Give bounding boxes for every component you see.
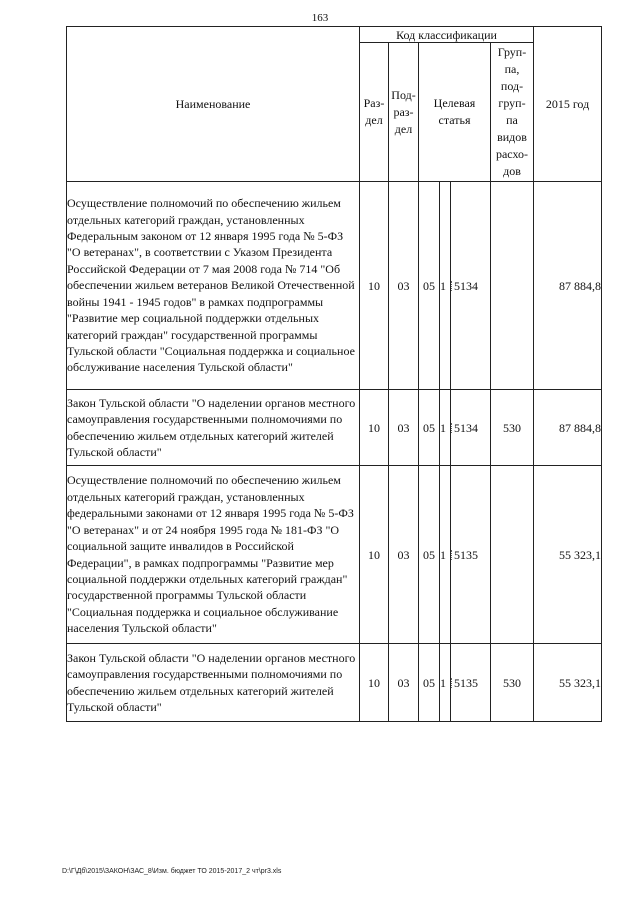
header-razdel: Раз- дел xyxy=(360,43,389,182)
budget-table xyxy=(66,26,602,722)
header-podrazdel: Под- раз- дел xyxy=(389,43,419,182)
row-expense-group: 530 xyxy=(491,644,534,722)
row-target-program: 05 xyxy=(419,466,440,644)
row-expense-group xyxy=(491,466,534,644)
separator-mark xyxy=(451,550,453,560)
row-name: Закон Тульской области "О наделении органов местного самоуправления государственными полномочиями по обеспечению жильем отдельных категорий жителей Тульской области" xyxy=(67,390,360,466)
row-razdel: 10 xyxy=(360,466,389,644)
separator-mark xyxy=(451,281,453,291)
page-number: 163 xyxy=(311,12,329,24)
file-path-footer: D:\Г\Дб\2015\ЗАКОН\ЗАС_8\Изм. бюджет ТО 2015-2017_2 чт\pr3.xls xyxy=(62,868,282,875)
header-name: Наименование xyxy=(67,27,360,182)
row-target-direction: 5134 xyxy=(451,390,491,466)
row-target-direction: 5135 xyxy=(451,644,491,722)
row-podrazdel: 03 xyxy=(389,466,419,644)
table-row xyxy=(67,182,602,390)
row-target-subprogram: 1 xyxy=(440,644,451,722)
row-podrazdel: 03 xyxy=(389,390,419,466)
row-podrazdel: 03 xyxy=(389,644,419,722)
header-classification: Код классификации xyxy=(360,27,534,43)
row-target-program: 05 xyxy=(419,390,440,466)
row-target-subprogram: 1 xyxy=(440,182,451,390)
row-amount: 87 884,8 xyxy=(534,182,602,390)
row-razdel: 10 xyxy=(360,182,389,390)
row-name: Осуществление полномочий по обеспечению жильем отдельных категорий граждан, установленных Федеральным законом от 12 января 1995 года № 5-ФЗ "О ветеранах", в соответствии с Указом Президента Российской Федерации от 7 мая 2008 года № 714 "Об обеспечении жильем ветеранов Великой Отечественной войны 1941 - 1945 годов" в рамках подпрограммы "Развитие мер социальной поддержки отдельных категорий граждан" государственной программы Тульской области "Социальная поддержка и социальное обслуживание населения Тульской области" xyxy=(67,182,360,390)
row-expense-group: 530 xyxy=(491,390,534,466)
separator-mark xyxy=(451,423,453,433)
header-year: 2015 год xyxy=(534,27,602,182)
row-target-direction: 5135 xyxy=(451,466,491,644)
table-row xyxy=(67,390,602,466)
row-target-subprogram: 1 xyxy=(440,390,451,466)
row-name: Закон Тульской области "О наделении органов местного самоуправления государственными полномочиями по обеспечению жильем отдельных категорий жителей Тульской области" xyxy=(67,644,360,722)
table-row xyxy=(67,644,602,722)
row-target-direction: 5134 xyxy=(451,182,491,390)
row-expense-group xyxy=(491,182,534,390)
header-expense-group: Груп- па, под- груп- па видов расхо- дов xyxy=(491,43,534,182)
row-podrazdel: 03 xyxy=(389,182,419,390)
row-amount: 87 884,8 xyxy=(534,390,602,466)
row-target-program: 05 xyxy=(419,644,440,722)
table-row xyxy=(67,466,602,644)
header-target-article: Целевая статья xyxy=(419,43,491,182)
row-razdel: 10 xyxy=(360,644,389,722)
row-target-program: 05 xyxy=(419,182,440,390)
row-amount: 55 323,1 xyxy=(534,644,602,722)
row-name: Осуществление полномочий по обеспечению жильем отдельных категорий граждан, установленных федеральными законами от 12 января 1995 года № 5-ФЗ "О ветеранах" и от 24 ноября 1995 года № 181-ФЗ "О социальной защите инвалидов в Российской Федерации", в рамках подпрограммы "Развитие мер социальной поддержки отдельных категорий граждан" государственной программы Тульской области "Социальная поддержка и социальное обслуживание населения Тульской области" xyxy=(67,466,360,644)
row-razdel: 10 xyxy=(360,390,389,466)
row-amount: 55 323,1 xyxy=(534,466,602,644)
row-target-subprogram: 1 xyxy=(440,466,451,644)
separator-mark xyxy=(451,678,453,688)
